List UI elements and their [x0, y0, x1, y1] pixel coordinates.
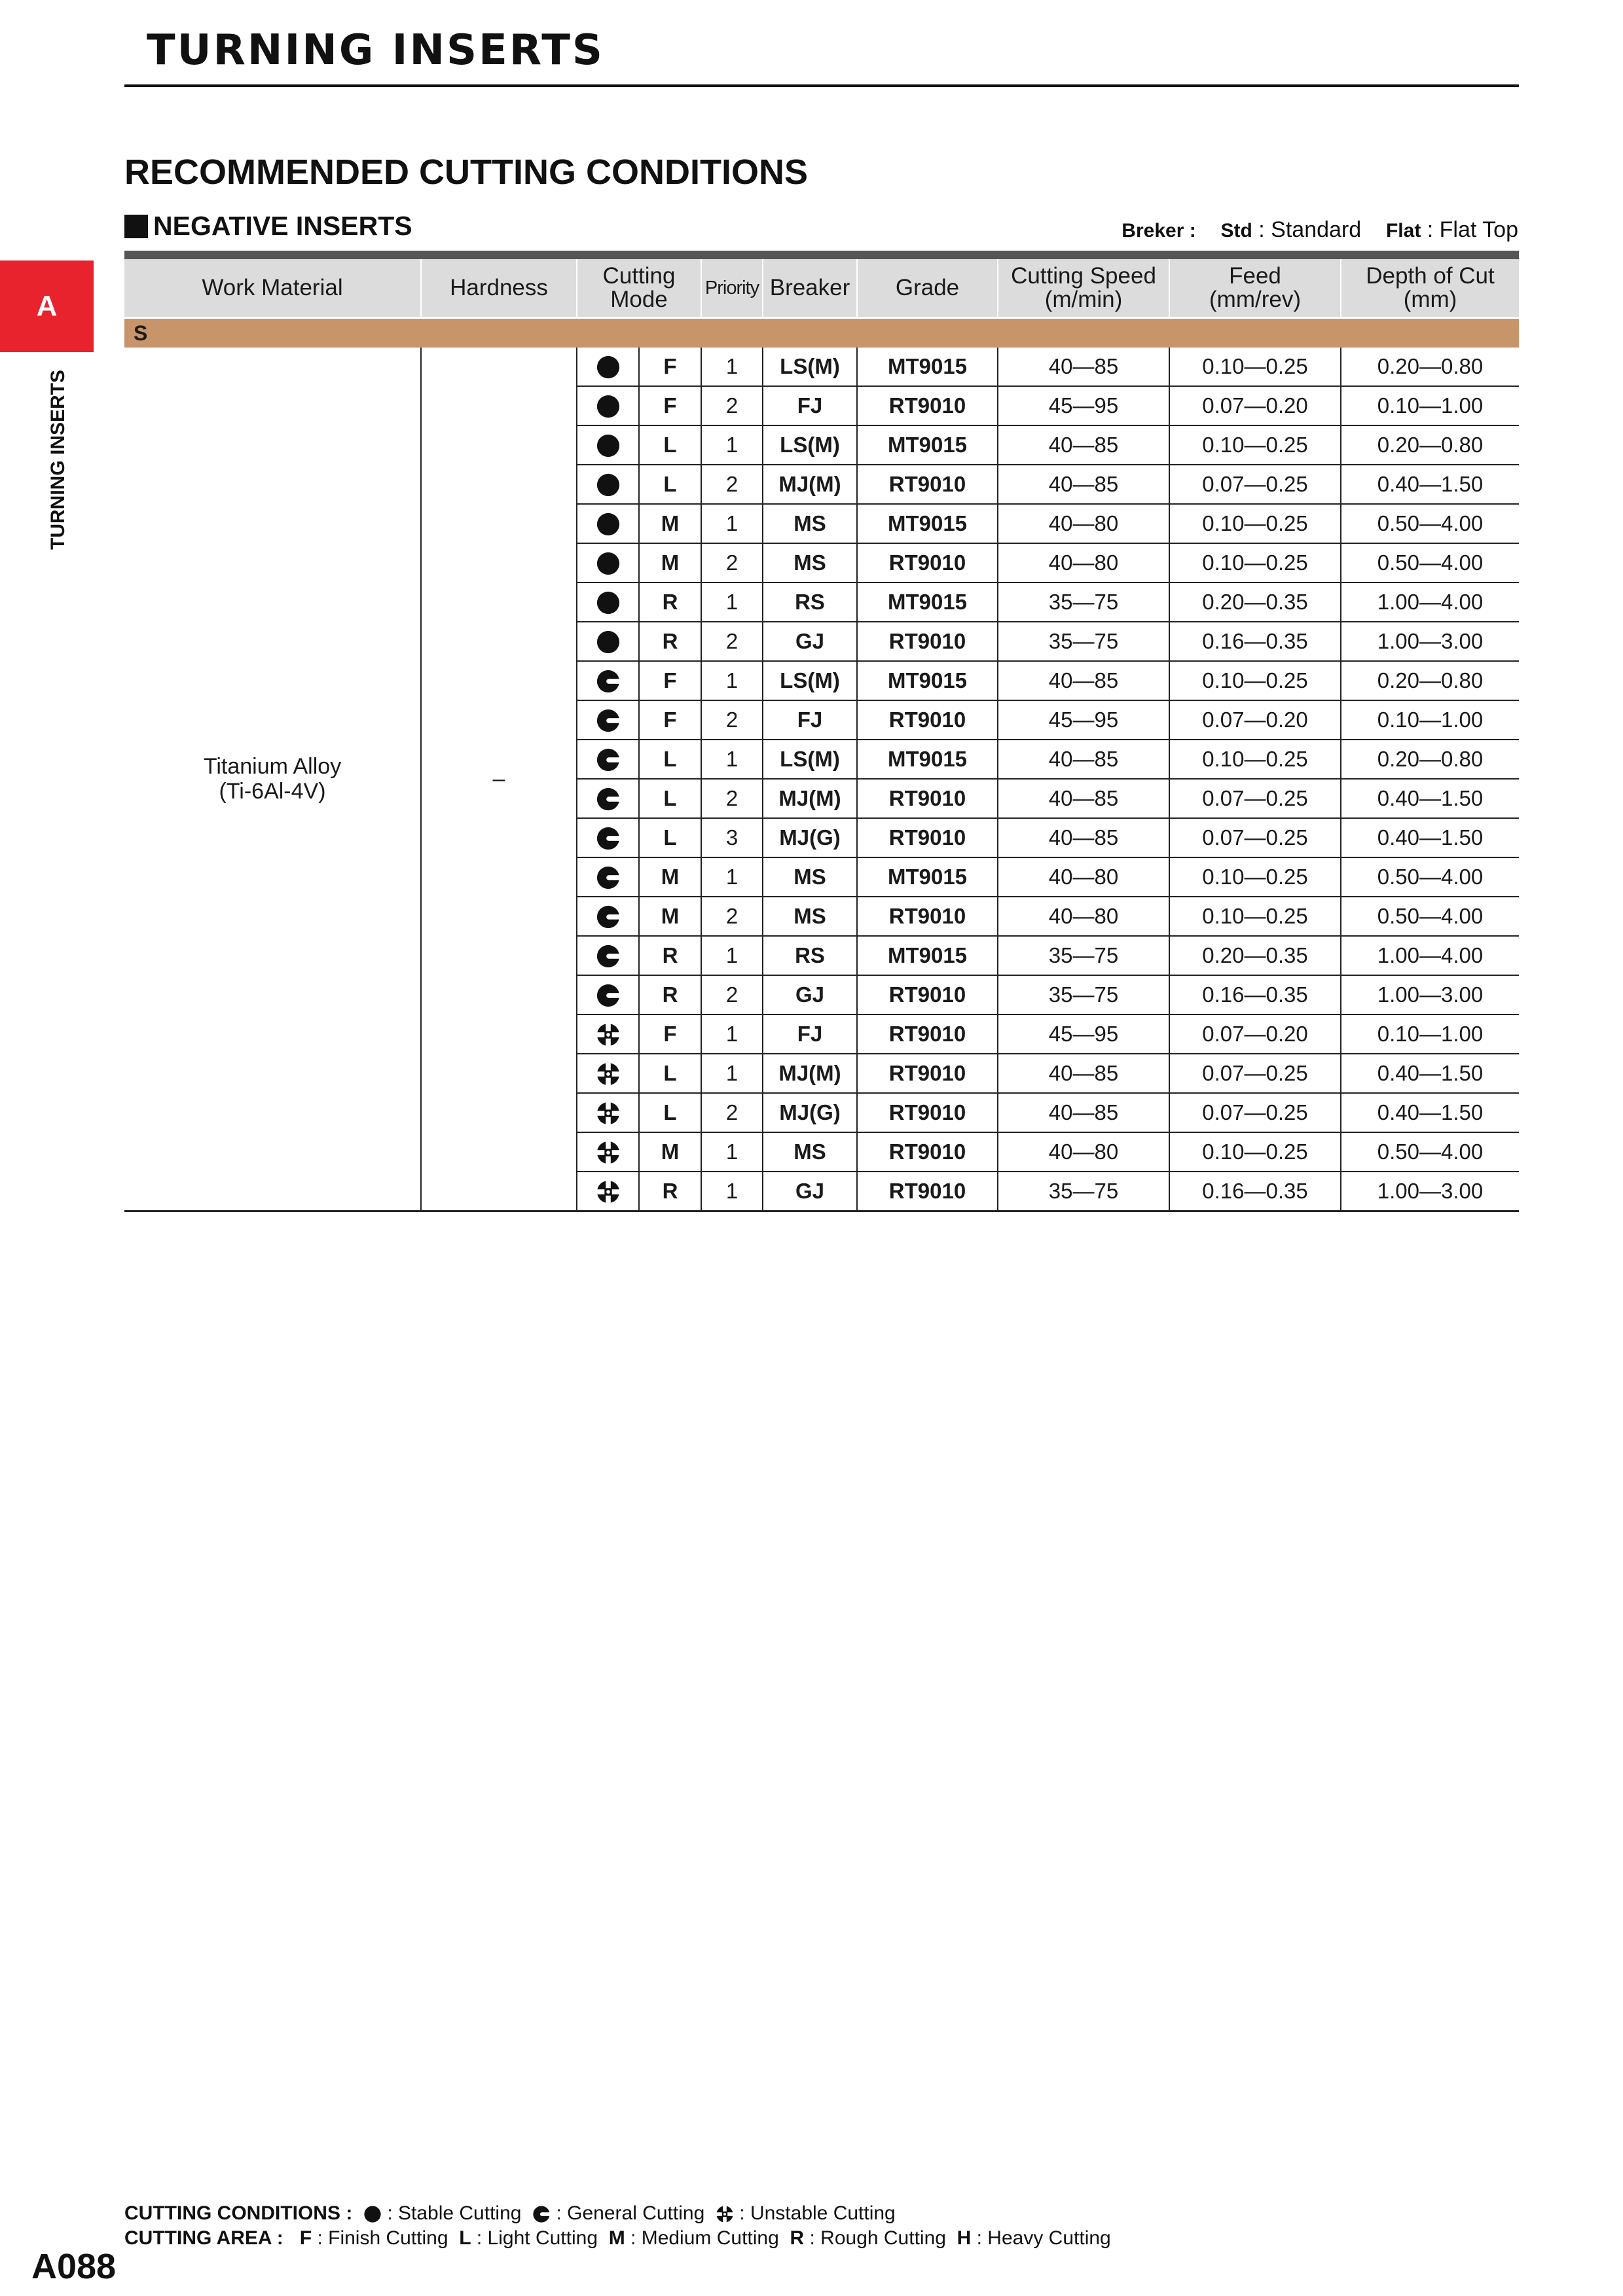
mode-cell: M	[639, 1132, 701, 1172]
general-cutting-icon	[596, 787, 621, 812]
depth-cell: 0.20—0.80	[1341, 425, 1519, 465]
table-top-bar	[124, 251, 1519, 259]
mode-cell: L	[639, 465, 701, 504]
flat-text: : Flat Top	[1427, 217, 1518, 242]
speed-cell: 45—95	[998, 1014, 1169, 1054]
condition-cell	[577, 1093, 639, 1132]
feed-cell: 0.07—0.25	[1169, 465, 1341, 504]
general-cutting-icon	[532, 2202, 551, 2224]
general-cutting-text: : General Cutting	[556, 2202, 705, 2224]
priority-cell: 2	[701, 465, 763, 504]
section-subtitle	[124, 211, 412, 242]
mode-cell: L	[639, 740, 701, 779]
general-cutting-icon	[596, 747, 621, 772]
depth-cell: 0.20—0.80	[1341, 348, 1519, 386]
title-divider	[124, 84, 1519, 87]
feed-cell: 0.20—0.35	[1169, 936, 1341, 975]
feed-cell: 0.07—0.25	[1169, 1093, 1341, 1132]
depth-cell: 0.40—1.50	[1341, 779, 1519, 818]
breaker-cell: LS(M)	[763, 661, 857, 700]
mode-cell: R	[639, 583, 701, 622]
depth-cell: 0.50—4.00	[1341, 897, 1519, 936]
feed-cell: 0.10—0.25	[1169, 504, 1341, 543]
general-cutting-icon	[596, 865, 621, 890]
speed-cell: 40—80	[998, 1132, 1169, 1172]
depth-cell: 0.50—4.00	[1341, 504, 1519, 543]
depth-cell: 0.40—1.50	[1341, 1093, 1519, 1132]
condition-cell	[577, 1014, 639, 1054]
speed-cell: 40—85	[998, 740, 1169, 779]
stable-cutting-icon	[596, 355, 621, 380]
condition-cell	[577, 1054, 639, 1093]
conditions-legend-label: CUTTING CONDITIONS :	[124, 2202, 353, 2224]
mode-cell: F	[639, 348, 701, 386]
header-breaker: Breaker	[763, 259, 857, 318]
area-text-l: : Light Cutting	[476, 2227, 598, 2249]
grade-cell: RT9010	[857, 543, 998, 583]
mode-cell: L	[639, 1054, 701, 1093]
depth-cell: 0.40—1.50	[1341, 1054, 1519, 1093]
unstable-cutting-text: : Unstable Cutting	[739, 2202, 896, 2224]
feed-cell: 0.10—0.25	[1169, 857, 1341, 897]
breaker-cell: FJ	[763, 386, 857, 425]
priority-cell: 1	[701, 504, 763, 543]
priority-cell: 1	[701, 661, 763, 700]
unstable-cutting-icon	[716, 2202, 734, 2224]
square-bullet-icon	[124, 215, 148, 238]
priority-cell: 1	[701, 1172, 763, 1211]
feed-cell: 0.10—0.25	[1169, 897, 1341, 936]
stable-cutting-icon	[596, 551, 621, 576]
stable-cutting-icon	[363, 2202, 382, 2224]
condition-cell	[577, 1172, 639, 1211]
work-material-cell: Titanium Alloy (Ti-6Al-4V)	[124, 348, 421, 1211]
depth-cell: 0.20—0.80	[1341, 740, 1519, 779]
feed-cell: 0.07—0.20	[1169, 700, 1341, 740]
feed-cell: 0.16—0.35	[1169, 622, 1341, 661]
feed-cell: 0.10—0.25	[1169, 1132, 1341, 1172]
condition-cell	[577, 818, 639, 857]
depth-cell: 1.00—4.00	[1341, 936, 1519, 975]
mode-cell: F	[639, 700, 701, 740]
grade-cell: RT9010	[857, 779, 998, 818]
grade-cell: RT9010	[857, 700, 998, 740]
grade-cell: MT9015	[857, 936, 998, 975]
grade-cell: RT9010	[857, 1014, 998, 1054]
feed-cell: 0.07—0.20	[1169, 386, 1341, 425]
priority-cell: 1	[701, 583, 763, 622]
header-cutting-speed: Cutting Speed (m/min)	[998, 259, 1169, 318]
breaker-cell: MJ(G)	[763, 1093, 857, 1132]
priority-cell: 1	[701, 857, 763, 897]
priority-cell: 1	[701, 1054, 763, 1093]
depth-cell: 1.00—3.00	[1341, 622, 1519, 661]
material-group-label: S	[124, 318, 1519, 348]
grade-cell: RT9010	[857, 1093, 998, 1132]
area-code-f: F	[299, 2227, 312, 2249]
breaker-cell: LS(M)	[763, 348, 857, 386]
general-cutting-icon	[596, 983, 621, 1008]
depth-cell: 0.10—1.00	[1341, 1014, 1519, 1054]
stable-cutting-icon	[596, 394, 621, 419]
condition-cell	[577, 975, 639, 1014]
condition-cell	[577, 622, 639, 661]
speed-cell: 40—85	[998, 661, 1169, 700]
std-code: Std	[1220, 220, 1252, 242]
condition-cell	[577, 700, 639, 740]
stable-cutting-icon	[596, 473, 621, 497]
speed-cell: 40—80	[998, 543, 1169, 583]
priority-cell: 2	[701, 543, 763, 583]
speed-cell: 40—85	[998, 425, 1169, 465]
speed-cell: 40—85	[998, 779, 1169, 818]
grade-cell: RT9010	[857, 1172, 998, 1211]
area-code-l: L	[459, 2227, 471, 2249]
header-grade: Grade	[857, 259, 998, 318]
mode-cell: L	[639, 818, 701, 857]
priority-cell: 1	[701, 936, 763, 975]
feed-cell: 0.10—0.25	[1169, 425, 1341, 465]
depth-cell: 1.00—3.00	[1341, 975, 1519, 1014]
depth-cell: 0.40—1.50	[1341, 465, 1519, 504]
speed-cell: 45—95	[998, 700, 1169, 740]
condition-cell	[577, 465, 639, 504]
header-feed: Feed (mm/rev)	[1169, 259, 1341, 318]
condition-cell	[577, 543, 639, 583]
mode-cell: L	[639, 779, 701, 818]
area-text-f: : Finish Cutting	[317, 2227, 448, 2249]
stable-cutting-icon	[596, 512, 621, 537]
breaker-cell: MJ(M)	[763, 779, 857, 818]
section-tab[interactable]: A	[0, 260, 94, 352]
condition-cell	[577, 857, 639, 897]
breaker-cell: RS	[763, 936, 857, 975]
depth-cell: 0.50—4.00	[1341, 543, 1519, 583]
area-code-m: M	[608, 2227, 625, 2249]
feed-cell: 0.10—0.25	[1169, 543, 1341, 583]
feed-cell: 0.16—0.35	[1169, 975, 1341, 1014]
feed-cell: 0.07—0.20	[1169, 1014, 1341, 1054]
feed-cell: 0.07—0.25	[1169, 779, 1341, 818]
priority-cell: 1	[701, 348, 763, 386]
speed-cell: 35—75	[998, 975, 1169, 1014]
header-hardness: Hardness	[421, 259, 577, 318]
breaker-cell: GJ	[763, 975, 857, 1014]
speed-cell: 40—85	[998, 348, 1169, 386]
speed-cell: 35—75	[998, 622, 1169, 661]
std-text: : Standard	[1258, 217, 1362, 242]
mode-cell: M	[639, 857, 701, 897]
mode-cell: F	[639, 386, 701, 425]
breaker-cell: MS	[763, 504, 857, 543]
mode-cell: F	[639, 1014, 701, 1054]
unstable-cutting-icon	[596, 1062, 621, 1086]
table-header-row	[124, 259, 1519, 318]
condition-cell	[577, 661, 639, 700]
grade-cell: RT9010	[857, 1054, 998, 1093]
feed-cell: 0.10—0.25	[1169, 661, 1341, 700]
material-group-row	[124, 318, 1519, 348]
mode-cell: F	[639, 661, 701, 700]
grade-cell: RT9010	[857, 622, 998, 661]
unstable-cutting-icon	[596, 1140, 621, 1165]
grade-cell: MT9015	[857, 857, 998, 897]
depth-cell: 0.50—4.00	[1341, 1132, 1519, 1172]
header-cutting-mode: Cutting Mode	[577, 259, 701, 318]
priority-cell: 1	[701, 1014, 763, 1054]
condition-cell	[577, 583, 639, 622]
depth-cell: 1.00—3.00	[1341, 1172, 1519, 1211]
priority-cell: 2	[701, 1093, 763, 1132]
condition-cell	[577, 386, 639, 425]
breaker-cell: LS(M)	[763, 740, 857, 779]
speed-cell: 40—85	[998, 818, 1169, 857]
grade-cell: RT9010	[857, 386, 998, 425]
speed-cell: 40—80	[998, 504, 1169, 543]
breaker-cell: MS	[763, 897, 857, 936]
area-code-h: H	[957, 2227, 972, 2249]
page-number: A088	[31, 2247, 117, 2286]
grade-cell: MT9015	[857, 583, 998, 622]
unstable-cutting-icon	[596, 1179, 621, 1204]
priority-cell: 2	[701, 779, 763, 818]
breaker-cell: LS(M)	[763, 425, 857, 465]
condition-cell	[577, 504, 639, 543]
general-cutting-icon	[596, 708, 621, 733]
feed-cell: 0.16—0.35	[1169, 1172, 1341, 1211]
grade-cell: RT9010	[857, 818, 998, 857]
stable-cutting-icon	[596, 630, 621, 655]
speed-cell: 35—75	[998, 1172, 1169, 1211]
breaker-cell: RS	[763, 583, 857, 622]
grade-cell: MT9015	[857, 348, 998, 386]
table-body	[124, 348, 1519, 1211]
area-text-r: : Rough Cutting	[809, 2227, 946, 2249]
depth-cell: 1.00—4.00	[1341, 583, 1519, 622]
priority-cell: 1	[701, 1132, 763, 1172]
general-cutting-icon	[596, 826, 621, 851]
grade-cell: MT9015	[857, 740, 998, 779]
condition-cell	[577, 1132, 639, 1172]
feed-cell: 0.10—0.25	[1169, 740, 1341, 779]
cutting-area-legend	[124, 2227, 1111, 2250]
priority-cell: 2	[701, 386, 763, 425]
page-title: TURNING INSERTS	[147, 26, 604, 75]
mode-cell: M	[639, 543, 701, 583]
feed-cell: 0.07—0.25	[1169, 818, 1341, 857]
side-section-label: TURNING INSERTS	[47, 369, 69, 550]
priority-cell: 1	[701, 740, 763, 779]
header-work-material: Work Material	[124, 259, 421, 318]
header-priority: Priority	[701, 259, 763, 318]
grade-cell: RT9010	[857, 897, 998, 936]
breaker-cell: MJ(M)	[763, 465, 857, 504]
mode-cell: R	[639, 975, 701, 1014]
speed-cell: 40—80	[998, 897, 1169, 936]
speed-cell: 35—75	[998, 583, 1169, 622]
grade-cell: MT9015	[857, 661, 998, 700]
area-text-m: : Medium Cutting	[630, 2227, 779, 2249]
breaker-cell: GJ	[763, 1172, 857, 1211]
condition-cell	[577, 425, 639, 465]
breaker-legend-label: Breker :	[1122, 220, 1196, 242]
breaker-cell: FJ	[763, 1014, 857, 1054]
grade-cell: RT9010	[857, 465, 998, 504]
grade-cell: MT9015	[857, 504, 998, 543]
table-row	[124, 348, 1519, 386]
condition-cell	[577, 779, 639, 818]
breaker-cell: MJ(G)	[763, 818, 857, 857]
header-depth-of-cut: Depth of Cut (mm)	[1341, 259, 1519, 318]
area-legend-label: CUTTING AREA :	[124, 2227, 283, 2249]
section-title: RECOMMENDED CUTTING CONDITIONS	[124, 152, 808, 192]
priority-cell: 2	[701, 700, 763, 740]
depth-cell: 0.40—1.50	[1341, 818, 1519, 857]
cutting-conditions-table	[124, 251, 1519, 1212]
general-cutting-icon	[596, 944, 621, 969]
depth-cell: 0.10—1.00	[1341, 386, 1519, 425]
speed-cell: 45—95	[998, 386, 1169, 425]
subtitle-text: NEGATIVE INSERTS	[153, 211, 412, 241]
area-code-r: R	[790, 2227, 805, 2249]
general-cutting-icon	[596, 669, 621, 694]
priority-cell: 2	[701, 975, 763, 1014]
breaker-cell: MJ(M)	[763, 1054, 857, 1093]
condition-cell	[577, 740, 639, 779]
mode-cell: L	[639, 425, 701, 465]
stable-cutting-text: : Stable Cutting	[387, 2202, 522, 2224]
breaker-cell: FJ	[763, 700, 857, 740]
feed-cell: 0.10—0.25	[1169, 348, 1341, 386]
breaker-legend	[1122, 217, 1518, 243]
general-cutting-icon	[596, 905, 621, 929]
depth-cell: 0.10—1.00	[1341, 700, 1519, 740]
depth-cell: 0.20—0.80	[1341, 661, 1519, 700]
feed-cell: 0.07—0.25	[1169, 1054, 1341, 1093]
stable-cutting-icon	[596, 590, 621, 615]
grade-cell: RT9010	[857, 1132, 998, 1172]
speed-cell: 40—85	[998, 465, 1169, 504]
breaker-cell: MS	[763, 1132, 857, 1172]
feed-cell: 0.20—0.35	[1169, 583, 1341, 622]
breaker-cell: GJ	[763, 622, 857, 661]
unstable-cutting-icon	[596, 1022, 621, 1047]
area-text-h: : Heavy Cutting	[976, 2227, 1111, 2249]
priority-cell: 3	[701, 818, 763, 857]
breaker-cell: MS	[763, 857, 857, 897]
condition-cell	[577, 348, 639, 386]
grade-cell: MT9015	[857, 425, 998, 465]
mode-cell: L	[639, 1093, 701, 1132]
speed-cell: 40—80	[998, 857, 1169, 897]
condition-cell	[577, 897, 639, 936]
depth-cell: 0.50—4.00	[1341, 857, 1519, 897]
condition-cell	[577, 936, 639, 975]
grade-cell: RT9010	[857, 975, 998, 1014]
mode-cell: M	[639, 504, 701, 543]
speed-cell: 35—75	[998, 936, 1169, 975]
priority-cell: 2	[701, 897, 763, 936]
unstable-cutting-icon	[596, 1101, 621, 1126]
stable-cutting-icon	[596, 433, 621, 458]
flat-code: Flat	[1385, 220, 1421, 242]
breaker-cell: MS	[763, 543, 857, 583]
hardness-cell: –	[421, 348, 577, 1211]
speed-cell: 40—85	[998, 1054, 1169, 1093]
mode-cell: M	[639, 897, 701, 936]
mode-cell: R	[639, 936, 701, 975]
mode-cell: R	[639, 622, 701, 661]
priority-cell: 1	[701, 425, 763, 465]
cutting-conditions-legend	[124, 2202, 896, 2225]
speed-cell: 40—85	[998, 1093, 1169, 1132]
priority-cell: 2	[701, 622, 763, 661]
mode-cell: R	[639, 1172, 701, 1211]
